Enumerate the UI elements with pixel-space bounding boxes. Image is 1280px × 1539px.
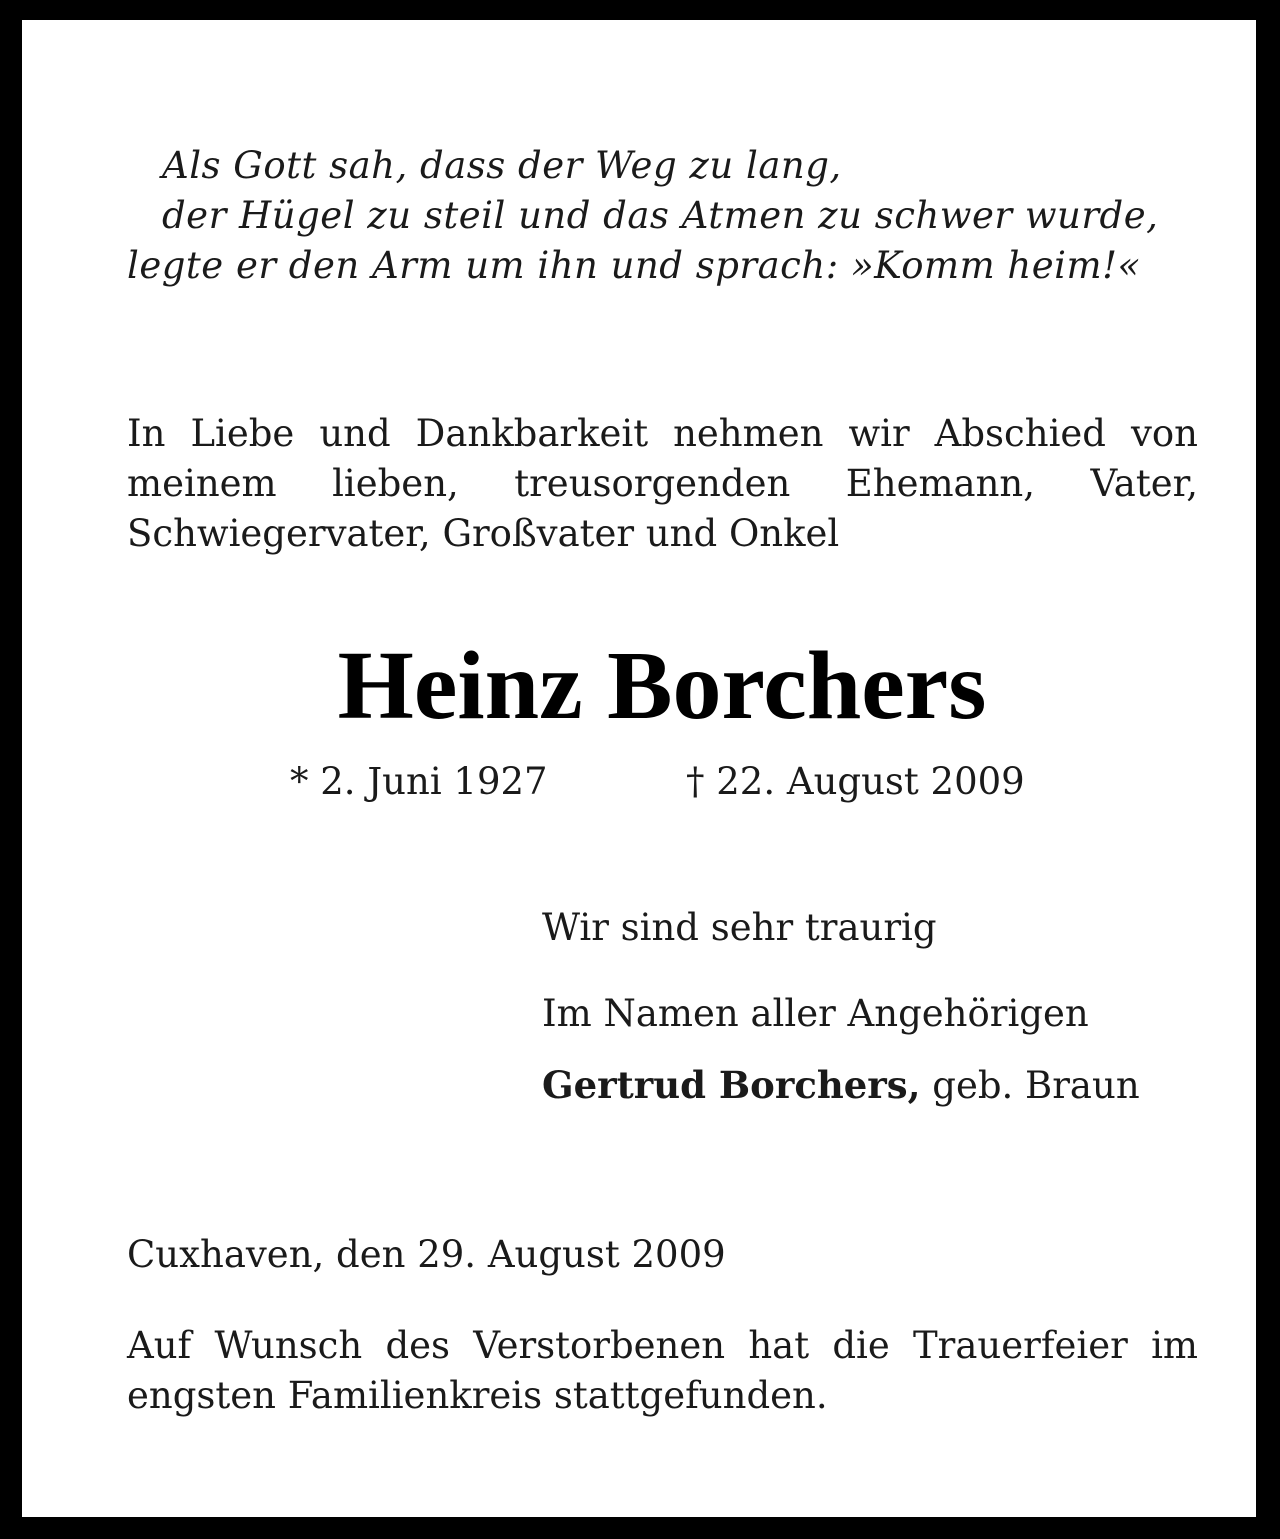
intro-line-3: Schwiegervater, Großvater und Onkel [127, 512, 840, 555]
note-line-2: engsten Familienkreis stattgefunden. [127, 1374, 828, 1417]
note-line-1: Auf Wunsch des Verstorbenen hat die Trauerfeier im [127, 1324, 1198, 1367]
mourners-line-1: Wir sind sehr traurig [542, 906, 937, 949]
poem-line-2: der Hügel zu steil und das Atmen zu schwer wurde, [162, 194, 1159, 237]
birth-date: * 2. Juni 1927 [290, 760, 548, 803]
intro-line-2: meinem lieben, treusorgenden Ehemann, Vater, [127, 462, 1198, 505]
poem-line-3: legte er den Arm um ihn und sprach: »Komm heim!« [127, 244, 1141, 287]
deceased-name: Heinz Borchers [337, 632, 987, 740]
mourners-line-2: Im Namen aller Angehörigen [542, 992, 1089, 1035]
poem-line-1: Als Gott sah, dass der Weg zu lang, [162, 144, 842, 187]
place-date: Cuxhaven, den 29. August 2009 [127, 1233, 726, 1276]
signer-maiden-name: geb. Braun [920, 1064, 1140, 1107]
signer [542, 1063, 1140, 1107]
death-date: † 22. August 2009 [686, 760, 1025, 803]
intro-line-1: In Liebe und Dankbarkeit nehmen wir Abschied von [127, 412, 1198, 455]
signer-name: Gertrud Borchers, [542, 1063, 921, 1107]
